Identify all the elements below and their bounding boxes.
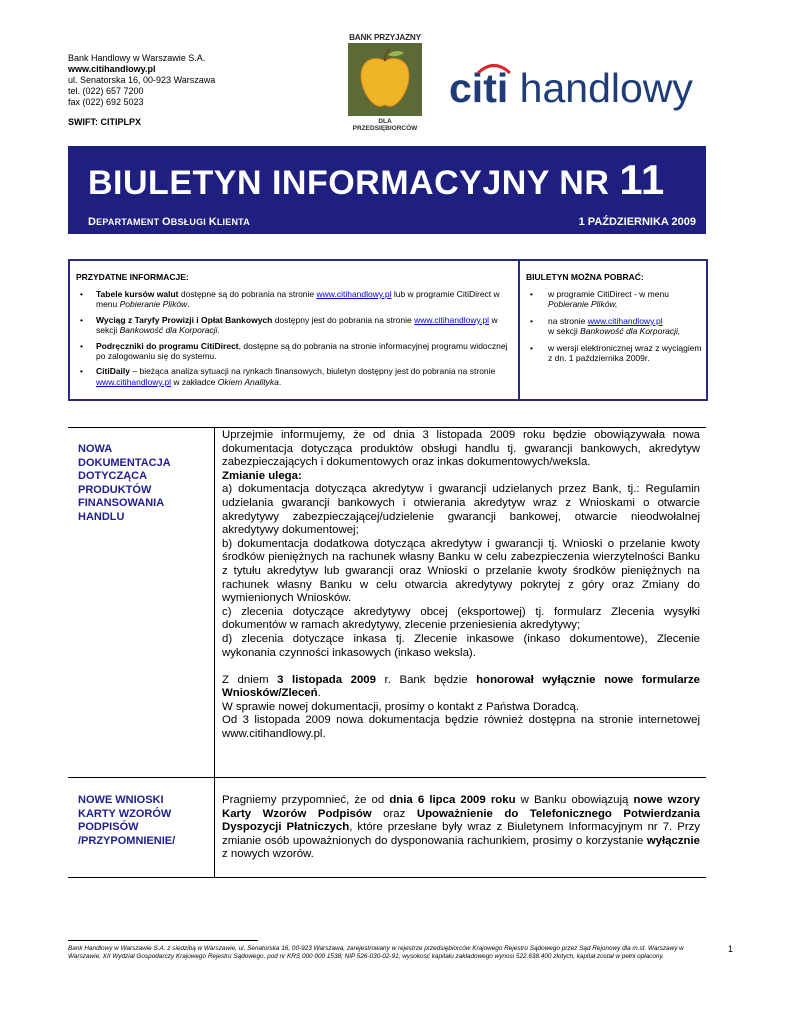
- info-box: [68, 259, 708, 401]
- list-item: • Podręczniki do programu CitiDirect, dostępne są do pobrania na stronie informacyjnej programu widocznej po zalogowaniu się do systemu.: [76, 341, 512, 362]
- apple-icon: [348, 43, 422, 116]
- section2-title: NOWE WNIOSKI KARTY WZORÓW PODPISÓW /PRZYPOMNIENIE/: [78, 794, 176, 847]
- download-list: [526, 289, 702, 369]
- list-item: • w wersji elektronicznej wraz z wyciągiem z dn. 1 października 2009r.: [526, 343, 702, 364]
- bulletin-title-text: BIULETYN INFORMACYJNY NR: [88, 164, 610, 202]
- useful-info-heading: PRZYDATNE INFORMACJE:: [76, 272, 189, 282]
- website-link[interactable]: www.citihandlowy.pl: [96, 376, 171, 387]
- brand-citi: citi: [449, 65, 509, 111]
- section2-body: [222, 794, 700, 862]
- download-heading: BIULETYN MOŻNA POBRAĆ:: [526, 272, 644, 282]
- website-link[interactable]: www.citihandlowy.pl: [587, 315, 663, 326]
- announcements-table: [68, 427, 706, 877]
- list-item: • Tabele kursów walut dostępne są do pobrania na stronie www.citihandlowy.pl lub w programie CitiDirect w menu Pobieranie Plików.: [76, 289, 512, 310]
- footer-divider: [68, 940, 258, 941]
- bank-swift: SWIFT: CITIPLPX: [68, 117, 141, 127]
- section1-title: NOWA DOKUMENTACJA DOTYCZĄCA PRODUKTÓW FINANSOWANIA HANDLU: [78, 443, 171, 523]
- list-item: • CitiDaily – bieżąca analiza sytuacji na rynkach finansowych, biuletyn dostępny jest do pobrania na stronie www.citihandlowy.pl w zakładce Okiem Analityka.: [76, 366, 512, 387]
- section1-body: [222, 429, 700, 742]
- award-top-text: BANK PRZYJAZNY: [349, 33, 421, 42]
- bank-tel: tel. (022) 657 7200: [68, 86, 144, 96]
- website-link[interactable]: www.citihandlowy.pl: [316, 289, 392, 299]
- divider: [68, 427, 706, 428]
- brand-handlowy: handlowy: [519, 65, 693, 111]
- section1-intro: Uprzejmie informujemy, że od dnia 3 listopada 2009 roku będzie obowiązywała nowa dokumentacja dotycząca produktów obsługi handlu tj. gwarancji bankowych, akredytyw zabezpieczających i dokumentowych oraz inkas dokumentowych/weksla.: [222, 429, 700, 469]
- changes-heading: Zmianie ulega:: [222, 469, 302, 482]
- useful-info-list: [76, 289, 512, 392]
- bank-name: Bank Handlowy w Warszawie S.A.: [68, 53, 206, 63]
- change-c: c) zlecenia dotyczące akredytywy obcej (eksportowej) tj. formularz Zlecenia wysyłki dokumentów w ramach akredytywy, zlecenie przeniesienia akredytywy;: [222, 605, 700, 632]
- list-item: • na stronie www.citihandlowy.pl w sekcji Bankowość dla Korporacji,: [526, 316, 702, 337]
- bank-fax: fax (022) 692 5023: [68, 97, 144, 107]
- change-b: b) dokumentacja dodatkowa dotycząca akredytyw i gwarancji tj. Wnioski o przelanie kwoty środków pieniężnych na rachunek własny Banku w celu zabezpieczenia wierzytelności Banku z tytułu akredytyw lub gwarancji oraz Wnioski o przelanie kwoty środków pieniężnych na rachunek własny Banku w celu otwarcia akredytywy pokrytej z góry oraz Zmiany do wymienionych Wniosków.: [222, 537, 700, 605]
- reminder-text: Pragniemy przypomnieć, że od dnia 6 lipca 2009 roku w Banku obowiązują nowe wzory Karty Wzorów Podpisów oraz Upoważnienie do Telefonicznego Potwierdzania Dyspozycji Płatniczych, które przesłane były wraz z Biuletynem Informacyjnym nr 7. Przy zmianie osób upoważnionych do dysponowania rachunkiem, prosimy o korzystanie wyłącznie z nowych wzorów.: [222, 794, 701, 861]
- bulletin-number: 11: [619, 156, 665, 203]
- bank-street: ul. Senatorska 16, 00-923 Warszawa: [68, 75, 216, 85]
- award-logo: [348, 33, 422, 132]
- download-column: [520, 261, 706, 399]
- page-number: 1: [728, 944, 734, 954]
- citi-arc-icon: [476, 60, 512, 74]
- list-item: • w programie CitiDirect - w menu Pobieranie Plików,: [526, 289, 702, 310]
- bulletin-title: [88, 156, 665, 204]
- bank-website: www.citihandlowy.pl: [68, 64, 156, 74]
- divider: [68, 877, 706, 878]
- bulletin-banner: [68, 146, 706, 234]
- divider: [214, 427, 215, 878]
- useful-info-column: [70, 261, 520, 399]
- change-d: d) zlecenia dotyczące inkasa tj. Zlecenie inkasowe (inkaso dokumentowe), Zlecenie wykonania czynności inkasowych (inkaso weksla).: [222, 632, 700, 659]
- department-name: DEPARTAMENT OBSŁUGI KLIENTA: [88, 216, 250, 228]
- change-a: a) dokumentacja dotycząca akredytyw i gwarancji udzielanych przez Bank, tj.: Regulamin udzielania gwarancji bankowych i otwierania akredytyw wraz z Wnioskami o otwarcie akredytywy zabezpieczającej/udzielenie gwarancji bankowej, otwarcie nieodwołalnej akredytywy dokumentowej;: [222, 483, 700, 537]
- availability-note: Od 3 listopada 2009 nowa dokumentacja będzie również dostępna na stronie internetowej www.citihandlowy.pl.: [222, 714, 700, 741]
- contact-note: W sprawie nowej dokumentacji, prosimy o kontakt z Państwa Doradcą.: [222, 700, 580, 713]
- bulletin-date: 1 PAŹDZIERNIKA 2009: [578, 216, 696, 228]
- divider: [68, 777, 706, 778]
- effective-date-note: Z dniem 3 listopada 2009 r. Bank będzie honorował wyłącznie nowe formularze Wniosków/Zleceń.: [222, 673, 700, 700]
- list-item: • Wyciąg z Taryfy Prowizji i Opłat Bankowych dostępny jest do pobrania na stronie www.citihandlowy.pl w sekcji Bankowość dla Korporacji.: [76, 315, 512, 336]
- award-bottom-text: DLA PRZEDSIĘBIORCÓW: [352, 118, 418, 132]
- bank-address: [68, 53, 215, 128]
- footer-legal: Bank Handlowy w Warszawie S.A. z siedzibą w Warszawie, ul. Senatorska 16, 00-923 Warszawa, zarejestrowany w rejestrze przedsiębiorców Krajowego Rejestru Sądowego przez Sąd Rejonowy dla m.st. Warszawy w Warszawie, XII Wydział Gospodarczy Krajowego Rejestru Sądowego, pod nr KRS 000 000 1538; NIP 526-030-02-91; wysokość kapitału zakładowego wynosi 522.638.400 złotych, kapitał został w pełni opłacony.: [68, 945, 684, 960]
- website-link[interactable]: www.citihandlowy.pl: [414, 314, 490, 325]
